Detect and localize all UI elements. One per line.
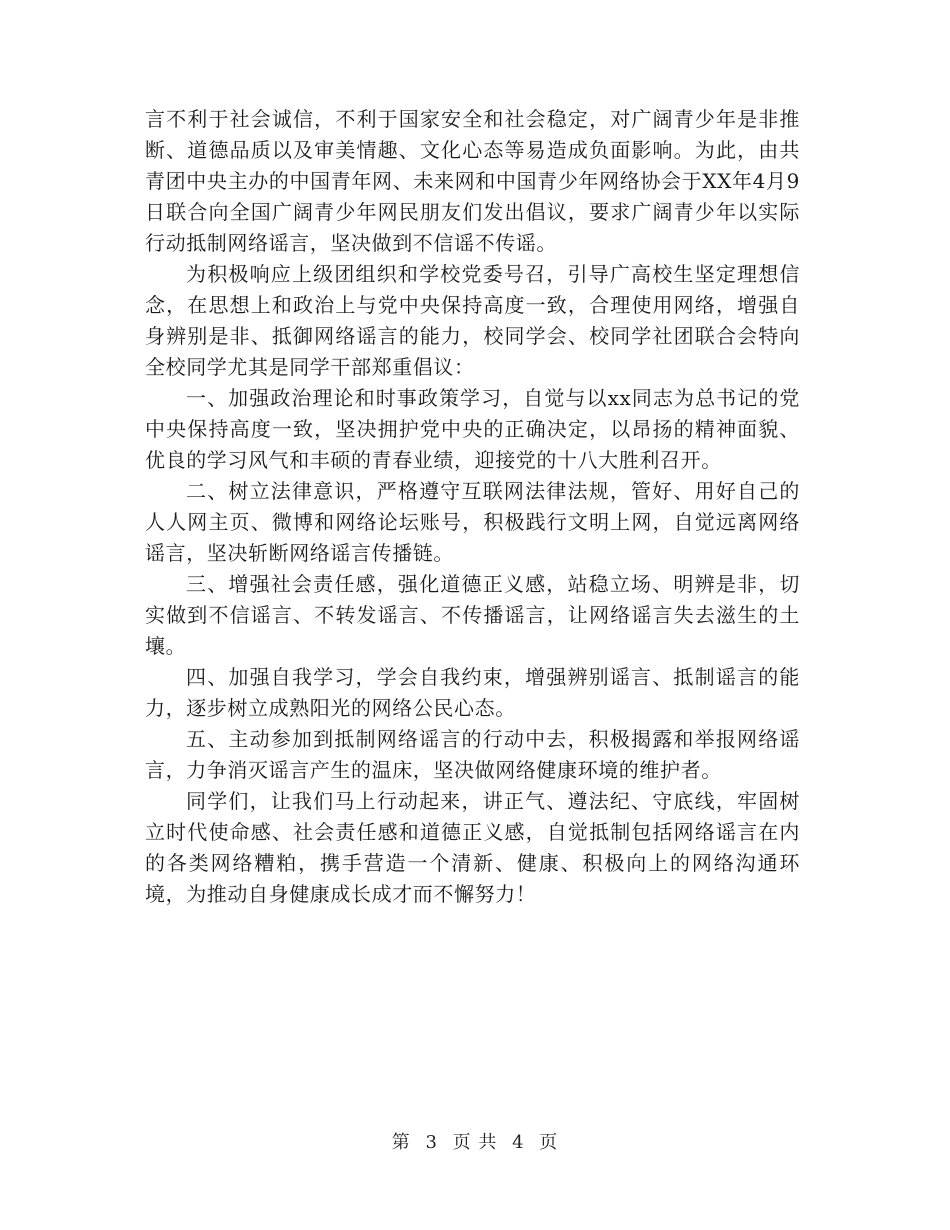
page-footer — [0, 1128, 950, 1154]
paragraph-item-5: 五、主动参加到抵制网络谣言的行动中去，积极揭露和举报网络谣言，力争消灭谣言产生的温床，坚决做网络健康环境的维护者。 — [145, 727, 800, 782]
footer-middle: 页 共 — [452, 1132, 498, 1153]
paragraph-item-3: 三、增强社会责任感，强化道德正义感，站稳立场、明辨是非，切实做到不信谣言、不转发谣言、不传播谣言，让网络谣言失去滋生的土壤。 — [145, 572, 800, 658]
footer-prefix: 第 — [391, 1132, 411, 1153]
footer-current-page: 3 — [425, 1132, 438, 1153]
document-body — [145, 104, 800, 910]
paragraph-call-to-action: 为积极响应上级团组织和学校党委号召，引导广高校生坚定理想信念，在思想上和政治上与党中央保持高度一致，合理使用网络，增强自身辨别是非、抵御网络谣言的能力，校同学会、校同学社团联合会特向全校同学尤其是同学干部郑重倡议： — [145, 262, 800, 379]
paragraph-item-1: 一、加强政治理论和时事政策学习，自觉与以xx同志为总书记的党中央保持高度一致，坚决拥护党中央的正确决定，以昂扬的精神面貌、优良的学习风气和丰硕的青春业绩，迎接党的十八大胜利召开。 — [145, 386, 800, 472]
paragraph-item-2: 二、树立法律意识，严格遵守互联网法律法规，管好、用好自己的人人网主页、微博和网络论坛账号，积极践行文明上网，自觉远离网络谣言，坚决斩断网络谣言传播链。 — [145, 479, 800, 565]
paragraph-continuation: 言不利于社会诚信，不利于国家安全和社会稳定，对广阔青少年是非推断、道德品质以及审美情趣、文化心态等易造成负面影响。为此，由共青团中央主办的中国青年网、未来网和中国青少年网络协会于XX年4月9日联合向全国广阔青少年网民朋友们发出倡议，要求广阔青少年以实际行动抵制网络谣言，坚决做到不信谣不传谣。 — [145, 107, 800, 255]
footer-total-pages: 4 — [512, 1132, 525, 1153]
footer-suffix: 页 — [539, 1132, 559, 1153]
paragraph-closing: 同学们，让我们马上行动起来，讲正气、遵法纪、守底线，牢固树立时代使命感、社会责任感和道德正义感，自觉抵制包括网络谣言在内的各类网络糟粕，携手营造一个清新、健康、积极向上的网络沟通环境，为推动自身健康成长成才而不懈努力！ — [145, 789, 800, 906]
paragraph-item-4: 四、加强自我学习，学会自我约束，增强辨别谣言、抵制谣言的能力，逐步树立成熟阳光的网络公民心态。 — [145, 665, 800, 720]
